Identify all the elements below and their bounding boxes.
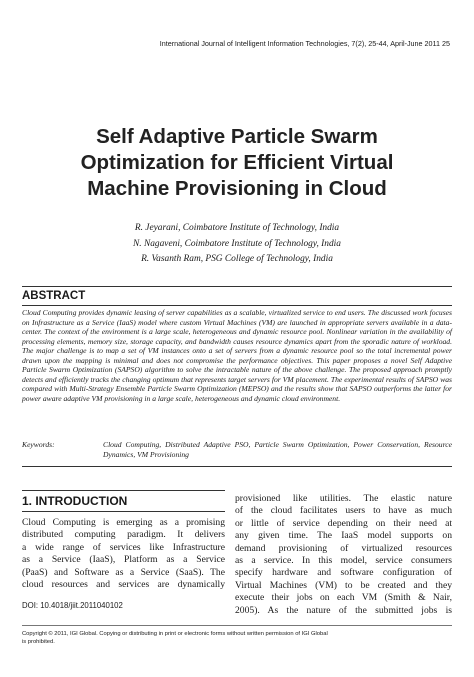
text-line: distributed computing paradigm. It delivers [22,529,225,541]
keywords-text: Cloud Computing, Distributed Adaptive PSO, Particle Swarm Optimization, Power Conservation, Resource Dynamics, VM Provisioning [103,440,452,459]
divider [22,286,452,287]
text-line: (PaaS) and Software as a Service (SaaS). The [22,566,225,578]
text-line: Cloud Computing is emerging as a promising [22,517,225,528]
keywords-label: Keywords: [22,440,55,449]
text-line: as a service. In this model, service consumers [235,555,452,567]
author-entry: R. Jeyarani, Coimbatore Institute of Technology, India [134,223,340,233]
author-entry: N. Nagaveni, Coimbatore Institute of Technology, India [133,238,341,249]
copyright-line: is prohibited. [22,638,55,645]
divider [22,490,225,491]
divider [22,305,452,306]
doi: DOI: 10.4018/jiit.2011040102 [22,601,123,610]
title-line: Machine Provisioning in Cloud [87,177,387,200]
text-line: Virtual Machines (VM) to be created and they [235,579,452,591]
text-line: as a Service (IaaS), Platform as a Service [22,554,225,566]
text-line: provisioned like utilities. The elastic nature [235,493,452,504]
text-line: or little of service depending on their need at [235,517,452,529]
text-line: specify hardware and software configuration of [235,567,452,579]
abstract-text: Cloud Computing provides dynamic leasing of server capabilities as a scalable, virtualized service to end users. The discussed work focuses on Infrastructure as a Service (IaaS) model where custom Virtual Machines (VM) are launched in appropriate servers available in a data-center. The context of the environment is a large scale, heterogeneous and dynamic resource pool. Nonlinear variation in the availability of processing elements, memory size, storage capacity, and bandwidth causes resource dynamics apart from the sporadic nature of workload. The major challenge is to map a set of VM instances onto a set of servers from a dynamic resource pool so the total incremental power drawn upon the mapping is minimal and does not compromise the performance objectives. This paper proposes a novel Self Adaptive Particle Swarm Optimization (SAPSO) algorithm to solve the intractable nature of the above challenge. The proposed approach promptly detects and efficiently tracks the changing optimum that represents target servers for VM placement. The experimental results of SAPSO was compared with Multi-Strategy Ensemble Particle Swarm Optimization (MEPSO) and the results show that SAPSO outperforms the latter for power aware adaptive VM provisioning in a large scale, heterogeneous and dynamic cloud environment. [22,308,452,403]
text-line: demand provisioning of virtualized resources [235,542,452,554]
divider [22,466,452,467]
title-line: Optimization for Efficient Virtual [80,151,394,174]
text-line: execute their jobs on each VM (Smith & Nair, [235,592,452,604]
text-line: cloud resources and services are dynamically [22,579,225,591]
text-line: of the cloud facilitates users to have as much [235,505,452,517]
author-entry: R. Vasanth Ram, PSG College of Technology, India [141,254,333,264]
divider [22,511,225,512]
text-line: any given time. The IaaS model supports on [235,530,452,542]
text-line: 2005). As the nature of the submitted jobs is [235,604,452,616]
text-line: a wide range of services like Infrastructure [22,541,225,553]
copyright-notice [22,631,452,646]
author-list [40,221,434,268]
abstract-heading: ABSTRACT [22,290,86,302]
paper-title [30,124,444,202]
running-head: International Journal of Intelligent Information Technologies, 7(2), 25-44, April-June 2011 25 [159,39,450,48]
title-line: Self Adaptive Particle Swarm [96,125,378,148]
intro-right-column [235,493,452,617]
copyright-line: Copyright © 2011, IGI Global. Copying or distributing in print or electronic forms without written permission of IGI Global [22,631,328,637]
divider [22,625,452,626]
introduction-heading: 1. INTRODUCTION [22,494,128,508]
intro-left-column [22,517,225,591]
